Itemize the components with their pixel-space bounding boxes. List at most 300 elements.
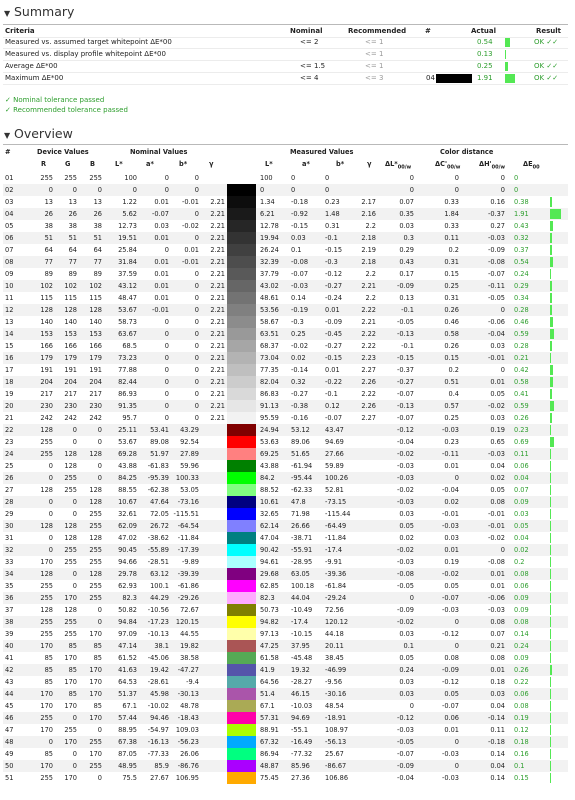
b-cell: 166 xyxy=(89,342,102,350)
nominal-swatch xyxy=(227,640,253,652)
l-cell: 95.7 xyxy=(122,414,137,422)
b-lab-cell: 72.67 xyxy=(180,606,199,614)
b-cell: 255 xyxy=(89,174,102,182)
r-cell: 38 xyxy=(44,222,53,230)
measured-l-cell: 51.4 xyxy=(260,690,275,698)
measured-gamma-cell: 2.22 xyxy=(361,342,376,350)
dh-cell: 0.07 xyxy=(490,630,505,638)
dl-cell: -0.04 xyxy=(396,774,414,782)
b-lab-cell: 0 xyxy=(194,210,199,218)
measured-gamma-cell: 2.16 xyxy=(361,210,376,218)
gamma-cell: 2.21 xyxy=(210,246,225,254)
dl-cell: -0.02 xyxy=(396,486,414,494)
criteria-header: Criteria xyxy=(5,27,35,35)
dh-cell: 0.21 xyxy=(490,642,505,650)
measured-a-cell: 0.03 xyxy=(291,234,306,242)
measured-a-cell: 63.05 xyxy=(291,570,310,578)
measured-l-cell: 94.61 xyxy=(260,558,279,566)
g-cell: 0 xyxy=(72,570,77,578)
de-bar xyxy=(550,305,552,315)
de-cell: 0.23 xyxy=(514,426,529,434)
b-cell: 26 xyxy=(93,210,102,218)
g-cell: 255 xyxy=(64,174,77,182)
measured-gamma-cell: 2.23 xyxy=(361,354,376,362)
measured-swatch xyxy=(253,760,256,772)
de-cell: 0.58 xyxy=(514,378,529,386)
nominal-swatch xyxy=(227,232,253,244)
measured-a-cell: -28.95 xyxy=(291,558,313,566)
num-cell: 07 xyxy=(5,246,14,254)
gamma-cell: 2.21 xyxy=(210,354,225,362)
result-header: Result xyxy=(536,27,562,35)
gamma-cell: 2.21 xyxy=(210,318,225,326)
r-cell: 0 xyxy=(48,510,53,518)
overview-column-header-row xyxy=(3,159,568,169)
measured-a-cell: 46.15 xyxy=(291,690,310,698)
de-cell: 0.24 xyxy=(514,270,529,278)
measured-l-cell: 19.94 xyxy=(260,234,279,242)
measured-l-cell: 6.21 xyxy=(260,210,275,218)
a-cell: 51.97 xyxy=(150,450,169,458)
gamma-cell: 2.21 xyxy=(210,330,225,338)
gamma-cell: 2.21 xyxy=(210,306,225,314)
g-cell: 128 xyxy=(64,462,77,470)
a-cell: 0.03 xyxy=(154,222,169,230)
measured-l-cell: 64.56 xyxy=(260,678,279,686)
a-cell: -28.51 xyxy=(147,558,169,566)
measured-b-cell: -30.16 xyxy=(325,690,347,698)
hash-header: # xyxy=(425,27,431,35)
measured-b-cell: 0.23 xyxy=(325,198,340,206)
measured-swatch xyxy=(253,532,256,544)
r-cell: 102 xyxy=(40,282,53,290)
measured-b-cell: 25.67 xyxy=(325,750,344,758)
nominal-swatch xyxy=(227,616,253,628)
table-row xyxy=(3,424,568,436)
de-bar xyxy=(550,257,553,267)
collapse-triangle-icon: ▼ xyxy=(4,9,11,18)
a-cell: -10.13 xyxy=(147,630,169,638)
measured-swatch xyxy=(253,688,256,700)
dc-cell: 0 xyxy=(454,618,459,626)
dc-cell: -0.11 xyxy=(441,450,459,458)
dh-cell: -0.03 xyxy=(487,450,505,458)
b-cell: 204 xyxy=(89,378,102,386)
l-cell: 82.3 xyxy=(122,594,137,602)
b-lab-cell: -17.39 xyxy=(177,546,199,554)
nominal-swatch xyxy=(227,520,253,532)
l-cell: 77.88 xyxy=(118,366,137,374)
dl-cell: 0.03 xyxy=(399,222,414,230)
l-cell: 94.66 xyxy=(118,558,137,566)
dl-cell: 0.02 xyxy=(399,534,414,542)
de-cell: 0.29 xyxy=(514,282,529,290)
nominal-swatch xyxy=(227,724,253,736)
de-bar xyxy=(550,461,551,471)
measured-b-cell: -0.09 xyxy=(325,318,343,326)
measured-a-cell: -17.4 xyxy=(291,618,309,626)
summary-recommended: <= 1 xyxy=(365,62,384,70)
measured-b-cell: -86.67 xyxy=(325,762,347,770)
measured-a-cell: 47.8 xyxy=(291,498,306,506)
measured-a-cell: -0.38 xyxy=(291,402,309,410)
dc-cell: -0.01 xyxy=(441,510,459,518)
measured-a-cell: 0 xyxy=(291,174,296,182)
dh-cell: -0.06 xyxy=(487,318,505,326)
g-cell: 85 xyxy=(68,690,77,698)
summary-nominal: <= 2 xyxy=(300,38,319,46)
r-cell: 128 xyxy=(40,606,53,614)
gamma-cell: 2.21 xyxy=(210,294,225,302)
b-cell: 85 xyxy=(93,654,102,662)
dc-cell: 0.51 xyxy=(444,378,459,386)
b-lab-cell: 92.54 xyxy=(180,438,199,446)
dc-cell: -0.03 xyxy=(441,606,459,614)
measured-gamma-cell: 2.18 xyxy=(361,258,376,266)
b-lab-cell: 106.95 xyxy=(175,774,199,782)
num-cell: 15 xyxy=(5,342,14,350)
num-cell: 25 xyxy=(5,462,14,470)
a-cell: 44.29 xyxy=(150,594,169,602)
g-cell: 0 xyxy=(72,714,77,722)
measured-l-cell: 86.94 xyxy=(260,750,279,758)
nominal-swatch xyxy=(227,676,253,688)
l-cell: 84.25 xyxy=(118,474,137,482)
dl-cell: 0.03 xyxy=(399,678,414,686)
b-lab-cell: 0 xyxy=(194,174,199,182)
nominal-swatch xyxy=(227,628,253,640)
table-row xyxy=(3,232,568,244)
dh-cell: 0.01 xyxy=(490,582,505,590)
measured-l-cell: 53.56 xyxy=(260,306,279,314)
measured-a-cell: -0.14 xyxy=(291,366,309,374)
summary-criteria: Measured vs. display profile whitepoint ΔE*00 xyxy=(5,50,166,58)
nominal-swatch xyxy=(227,268,253,280)
a-cell: 38.1 xyxy=(154,642,169,650)
measured-swatch xyxy=(253,400,256,412)
nominal-swatch xyxy=(227,448,253,460)
b-lab-cell: 0 xyxy=(194,390,199,398)
dc-cell: 0.33 xyxy=(444,222,459,230)
measured-a-cell: 0.1 xyxy=(291,246,302,254)
measured-l-cell: 26.24 xyxy=(260,246,279,254)
b-lab-cell: 0 xyxy=(194,294,199,302)
b-lab-cell: -0.01 xyxy=(181,198,199,206)
dh-cell: 0.01 xyxy=(490,378,505,386)
a-cell: 27.67 xyxy=(150,774,169,782)
de-bar xyxy=(550,701,551,711)
dh-cell: 0.05 xyxy=(490,390,505,398)
a-cell: -55.89 xyxy=(147,546,169,554)
measured-b-cell: 38.45 xyxy=(325,654,344,662)
b-lab-cell: 0 xyxy=(194,282,199,290)
b-lab-cell: 0.01 xyxy=(184,246,199,254)
measured-l-cell: 48.87 xyxy=(260,762,279,770)
table-row xyxy=(3,652,568,664)
measured-a-cell: -77.32 xyxy=(291,750,313,758)
overview-section-toggle[interactable] xyxy=(4,126,73,141)
dl-cell: -0.1 xyxy=(401,342,414,350)
l-cell: 37.59 xyxy=(118,270,137,278)
de-bar xyxy=(550,593,551,603)
num-cell: 05 xyxy=(5,222,14,230)
de-bar xyxy=(550,437,554,447)
a-cell: -10.02 xyxy=(147,702,169,710)
measured-swatch xyxy=(253,568,256,580)
measured-b-cell: -0.22 xyxy=(325,378,343,386)
g-cell: 170 xyxy=(64,678,77,686)
num-cell: 02 xyxy=(5,186,14,194)
l-cell: 47.02 xyxy=(118,534,137,542)
measured-l-cell: 94.82 xyxy=(260,618,279,626)
table-row xyxy=(3,508,568,520)
gamma-cell: 2.21 xyxy=(210,378,225,386)
num-cell: 43 xyxy=(5,678,14,686)
table-row xyxy=(3,172,568,184)
g-cell: 0 xyxy=(72,426,77,434)
b-lab-cell: -18.43 xyxy=(177,714,199,722)
l-cell: 63.67 xyxy=(118,330,137,338)
de-bar xyxy=(550,773,551,783)
measured-b-cell: -0.1 xyxy=(325,390,338,398)
dl-cell: -0.08 xyxy=(396,570,414,578)
dc-cell: 0.25 xyxy=(444,414,459,422)
measured-b-cell: 20.11 xyxy=(325,642,344,650)
table-row xyxy=(3,532,568,544)
b-cell: 38 xyxy=(93,222,102,230)
l-cell: 53.67 xyxy=(118,306,137,314)
a-cell: 0 xyxy=(164,378,169,386)
a-cell: 0.01 xyxy=(154,282,169,290)
measured-b-header: b* xyxy=(336,160,345,168)
dh-cell: -0.37 xyxy=(487,210,505,218)
a-header: a* xyxy=(146,160,154,168)
de-bar xyxy=(550,725,551,735)
r-cell: 128 xyxy=(40,426,53,434)
dc-cell: 0.01 xyxy=(444,462,459,470)
gamma-cell: 2.21 xyxy=(210,258,225,266)
summary-section-toggle[interactable] xyxy=(4,4,74,19)
measured-b-cell: -46.99 xyxy=(325,666,347,674)
l-cell: 51.37 xyxy=(118,690,137,698)
measured-l-cell: 62.85 xyxy=(260,582,279,590)
actual-bar xyxy=(505,38,510,47)
measured-b-cell: 0.31 xyxy=(325,222,340,230)
actual-bar xyxy=(505,62,508,71)
r-cell: 0 xyxy=(48,474,53,482)
l-cell: 43.12 xyxy=(118,282,137,290)
measured-a-cell: 37.95 xyxy=(291,642,310,650)
de-bar xyxy=(550,449,551,459)
table-row xyxy=(3,412,568,424)
num-cell: 12 xyxy=(5,306,14,314)
dc-cell: 0.05 xyxy=(444,582,459,590)
r-cell: 128 xyxy=(40,522,53,530)
measured-swatch xyxy=(253,520,256,532)
dh-cell: 0 xyxy=(500,366,505,374)
de-bar xyxy=(550,365,553,375)
de-cell: 1.91 xyxy=(514,210,529,218)
b-lab-cell: -0.01 xyxy=(181,258,199,266)
nominal-swatch xyxy=(227,568,253,580)
measured-swatch xyxy=(253,496,256,508)
de-cell: 0.08 xyxy=(514,702,529,710)
de-bar xyxy=(550,569,551,579)
g-cell: 77 xyxy=(68,258,77,266)
de-bar xyxy=(550,221,553,231)
nominal-swatch xyxy=(227,184,253,196)
dl-cell: 0 xyxy=(409,186,414,194)
num-cell: 24 xyxy=(5,450,14,458)
r-cell: 255 xyxy=(40,714,53,722)
collapse-triangle-icon: ▼ xyxy=(4,131,11,140)
de-bar xyxy=(550,605,551,615)
measured-swatch xyxy=(253,388,256,400)
de-bar xyxy=(550,353,551,363)
measured-a-cell: 27.36 xyxy=(291,774,310,782)
overview-group-header-row xyxy=(3,147,568,157)
r-cell: 0 xyxy=(48,534,53,542)
b-lab-cell: 0 xyxy=(194,342,199,350)
de-bar xyxy=(550,413,552,423)
summary-actual: 0.13 xyxy=(477,50,493,58)
measured-l-cell: 86.83 xyxy=(260,390,279,398)
b-cell: 0 xyxy=(97,726,102,734)
nominal-swatch xyxy=(227,472,253,484)
measured-swatch xyxy=(253,448,256,460)
measured-a-cell: -10.03 xyxy=(291,702,313,710)
de-bar xyxy=(550,233,552,243)
de-cell: 0.26 xyxy=(514,666,529,674)
num-cell: 51 xyxy=(5,774,14,782)
table-row xyxy=(3,220,568,232)
r-cell: 85 xyxy=(44,750,53,758)
a-cell: 100.1 xyxy=(150,582,169,590)
b-lab-cell: 43.29 xyxy=(180,426,199,434)
b-lab-cell: 0 xyxy=(194,414,199,422)
g-cell: 128 xyxy=(64,606,77,614)
dc-cell: 0.15 xyxy=(444,270,459,278)
a-cell: 47.64 xyxy=(150,498,169,506)
de-cell: 0.11 xyxy=(514,450,529,458)
de-cell: 0 xyxy=(514,174,519,182)
a-cell: 0 xyxy=(164,414,169,422)
table-row xyxy=(3,328,568,340)
table-row xyxy=(3,400,568,412)
dc-cell: -0.02 xyxy=(441,570,459,578)
b-lab-cell: 44.55 xyxy=(180,630,199,638)
b-cell: 128 xyxy=(89,570,102,578)
b-cell: 102 xyxy=(89,282,102,290)
l-cell: 62.09 xyxy=(118,522,137,530)
table-row xyxy=(3,388,568,400)
num-cell: 28 xyxy=(5,498,14,506)
a-cell: -95.39 xyxy=(147,474,169,482)
measured-swatch xyxy=(253,328,256,340)
num-cell: 19 xyxy=(5,390,14,398)
measured-swatch xyxy=(253,724,256,736)
dl-cell: -0.15 xyxy=(396,354,414,362)
measured-l-cell: 67.1 xyxy=(260,702,275,710)
b-header: B xyxy=(90,160,96,168)
l-cell: 67.38 xyxy=(118,738,137,746)
b-lab-cell: 0 xyxy=(194,402,199,410)
r-cell: 170 xyxy=(40,690,53,698)
de-cell: 0.06 xyxy=(514,582,529,590)
nominal-swatch xyxy=(227,280,253,292)
nominal-swatch xyxy=(227,484,253,496)
l-cell: 29.78 xyxy=(118,570,137,578)
r-cell: 255 xyxy=(40,630,53,638)
de-cell: 0.08 xyxy=(514,618,529,626)
dh-cell: -0.11 xyxy=(487,282,505,290)
measured-l-cell: 1.34 xyxy=(260,198,275,206)
dc-cell: 0.01 xyxy=(444,726,459,734)
measured-b-cell: 44.18 xyxy=(325,630,344,638)
gamma-cell: 2.21 xyxy=(210,402,225,410)
measured-b-cell: 48.54 xyxy=(325,702,344,710)
dh-cell: -0.08 xyxy=(487,258,505,266)
dc-cell: 0.01 xyxy=(444,546,459,554)
measured-b-cell: 27.66 xyxy=(325,450,344,458)
dl-cell: -0.05 xyxy=(396,582,414,590)
measured-b-cell: -73.15 xyxy=(325,498,347,506)
g-cell: 128 xyxy=(64,522,77,530)
a-cell: 0.01 xyxy=(154,270,169,278)
b-lab-cell: -39.39 xyxy=(177,570,199,578)
measured-a-cell: 0.25 xyxy=(291,330,306,338)
l-cell: 86.93 xyxy=(118,390,137,398)
measured-a-cell: 19.32 xyxy=(291,666,310,674)
table-row xyxy=(3,700,568,712)
dl-cell: 0.07 xyxy=(399,198,414,206)
gamma-cell: 2.21 xyxy=(210,390,225,398)
b-cell: 0 xyxy=(97,774,102,782)
de-cell: 0.59 xyxy=(514,402,529,410)
dh-cell: -0.06 xyxy=(487,594,505,602)
de-cell: 0.15 xyxy=(514,774,529,782)
a-cell: 0.01 xyxy=(154,258,169,266)
dc-cell: 0.57 xyxy=(444,402,459,410)
r-cell: 64 xyxy=(44,246,53,254)
de-bar xyxy=(550,377,553,387)
dl-cell: 0.43 xyxy=(399,258,414,266)
r-cell: 51 xyxy=(44,234,53,242)
g-cell: 51 xyxy=(68,234,77,242)
dl-cell: -0.05 xyxy=(396,738,414,746)
de-cell: 0.59 xyxy=(514,330,529,338)
gamma-cell: 2.21 xyxy=(210,198,225,206)
dc-cell: 0.31 xyxy=(444,294,459,302)
r-cell: 166 xyxy=(40,342,53,350)
b-lab-cell: 0 xyxy=(194,306,199,314)
num-cell: 33 xyxy=(5,558,14,566)
de-bar xyxy=(550,509,551,519)
r-cell: 89 xyxy=(44,270,53,278)
g-cell: 255 xyxy=(64,726,77,734)
measured-l-cell: 29.68 xyxy=(260,570,279,578)
de-bar xyxy=(550,737,551,747)
measured-gamma-cell: 2.22 xyxy=(361,306,376,314)
g-cell: 217 xyxy=(64,390,77,398)
num-cell: 32 xyxy=(5,546,14,554)
gamma-cell: 2.21 xyxy=(210,210,225,218)
measured-a-cell: 71.98 xyxy=(291,510,310,518)
dl-cell: -0.07 xyxy=(396,390,414,398)
b-lab-cell: 100.33 xyxy=(175,474,199,482)
r-cell: 255 xyxy=(40,174,53,182)
b-cell: 255 xyxy=(89,594,102,602)
